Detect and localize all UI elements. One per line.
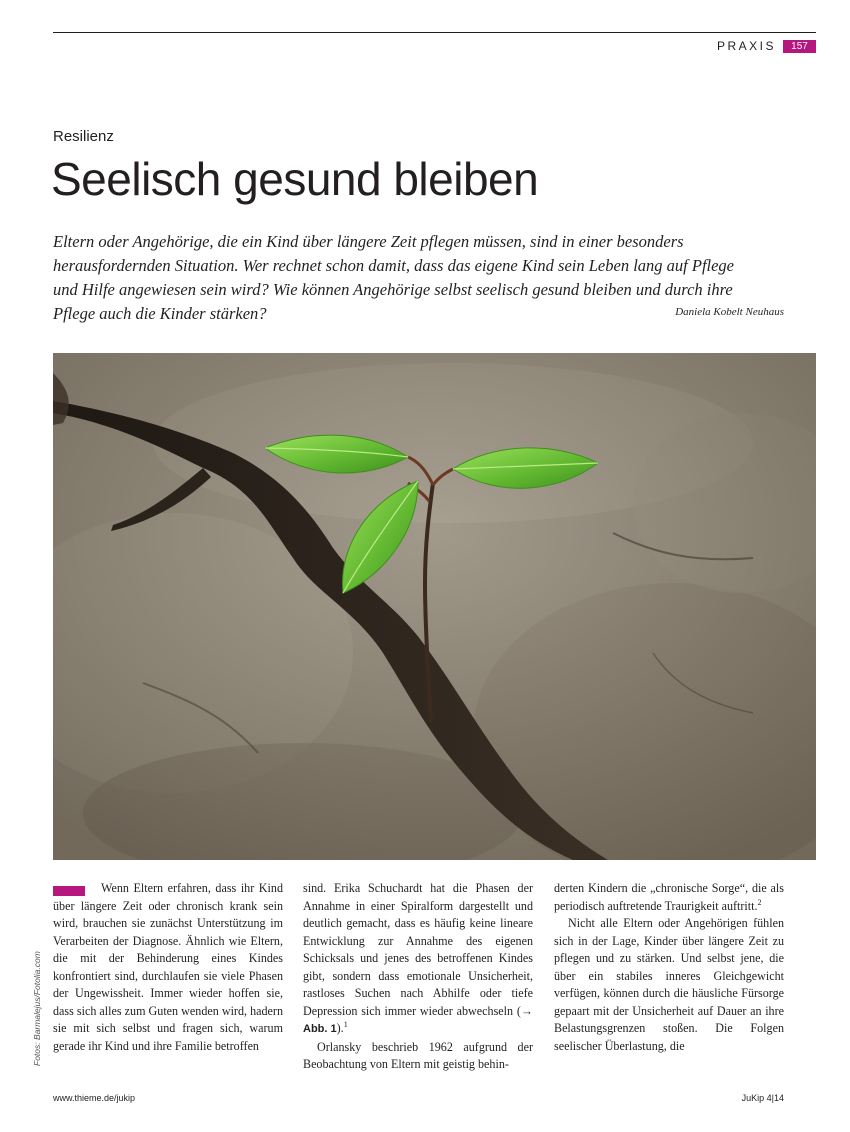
body-text-fragment: ). bbox=[336, 1021, 344, 1035]
article-author: Daniela Kobelt Neuhaus bbox=[675, 306, 784, 318]
article-lead: Eltern oder Angehörige, die ein Kind über längere Zeit pflegen müssen, sind in einer besonders herausfordernden Situation. Wer rechnet schon damit, dass das eigene Kind sein Leben lang auf Pflege und Hilfe angewiesen sein wird? Wie können Angehörige selbst seelisch gesund bleiben und durch ihre Pflege auch die Kinder stärken? bbox=[53, 232, 735, 323]
body-column-1 bbox=[53, 880, 283, 1055]
hero-image bbox=[53, 353, 816, 860]
article-title: Seelisch gesund bleiben bbox=[51, 153, 539, 205]
body-paragraph: derten Kindern die „chronische Sorge“, die als periodisch auftretende Traurigkeit auftritt. bbox=[554, 881, 784, 913]
page-number-badge: 157 bbox=[783, 40, 816, 53]
photo-credit: Fotos: Barmalejus/Fotolia.com bbox=[32, 951, 42, 1066]
section-label: PRAXIS bbox=[716, 39, 776, 53]
body-paragraph: Orlansky beschrieb 1962 aufgrund der Beobachtung von Eltern mit geistig behin- bbox=[303, 1039, 533, 1071]
footer-url: www.thieme.de/jukip bbox=[53, 1093, 136, 1103]
seedling-in-cracked-earth-illustration bbox=[53, 353, 816, 860]
body-paragraph: Wenn Eltern erfahren, dass ihr Kind über längere Zeit oder chronisch krank sein wird, brauchen sie zunächst Unterstützung im Verarbeiten der Diagnose. Ähnlich wie Eltern, die mit der Behinderung eines Kindes konfrontiert sind, durchlaufen sie viele Phasen der Ungewissheit. Immer wieder hoffen sie, dass sich alles zum Guten wenden wird, hadern sie mit sich selbst und fragen sich, warum gerade ihr Kind und ihre Familie betroffen bbox=[53, 881, 283, 1053]
body-column-3 bbox=[554, 880, 784, 1055]
body-column-2 bbox=[303, 880, 533, 1074]
body-paragraph: sind. Erika Schuchardt hat die Phasen der Annahme in einer Spiralform dargestellt und deutlich gemacht, dass es häufig keine lineare Entwicklung zur Annahme des eigenen Schicksals und jenes des betroffenen Kindes gibt, sondern dass emotionale Unsicherheit, rastloses Suchen nach Abhilfe oder tiefe Depression sich immer wieder abwechseln (→ bbox=[303, 881, 533, 1018]
footer-issue: JuKip 4|14 bbox=[741, 1093, 784, 1103]
body-paragraph: Nicht alle Eltern oder Angehörigen fühlen sich in der Lage, Kinder über längere Zeit zu pflegen und zu stärken. Und selbst jene, die über ein stabiles inneres Gleichgewicht verfügen, können durch die häusliche Fürsorge gepaart mit der Unsicherheit auf Dauer an ihre Belastungsgrenzen stoßen. Die Folgen seelischer Überlastung, die bbox=[554, 916, 784, 1053]
footnote-marker: 2 bbox=[757, 897, 762, 907]
article-kicker: Resilienz bbox=[53, 128, 114, 145]
footnote-marker: 1 bbox=[343, 1019, 348, 1029]
figure-reference-link[interactable]: Abb. 1 bbox=[303, 1023, 337, 1035]
top-rule bbox=[53, 32, 816, 33]
